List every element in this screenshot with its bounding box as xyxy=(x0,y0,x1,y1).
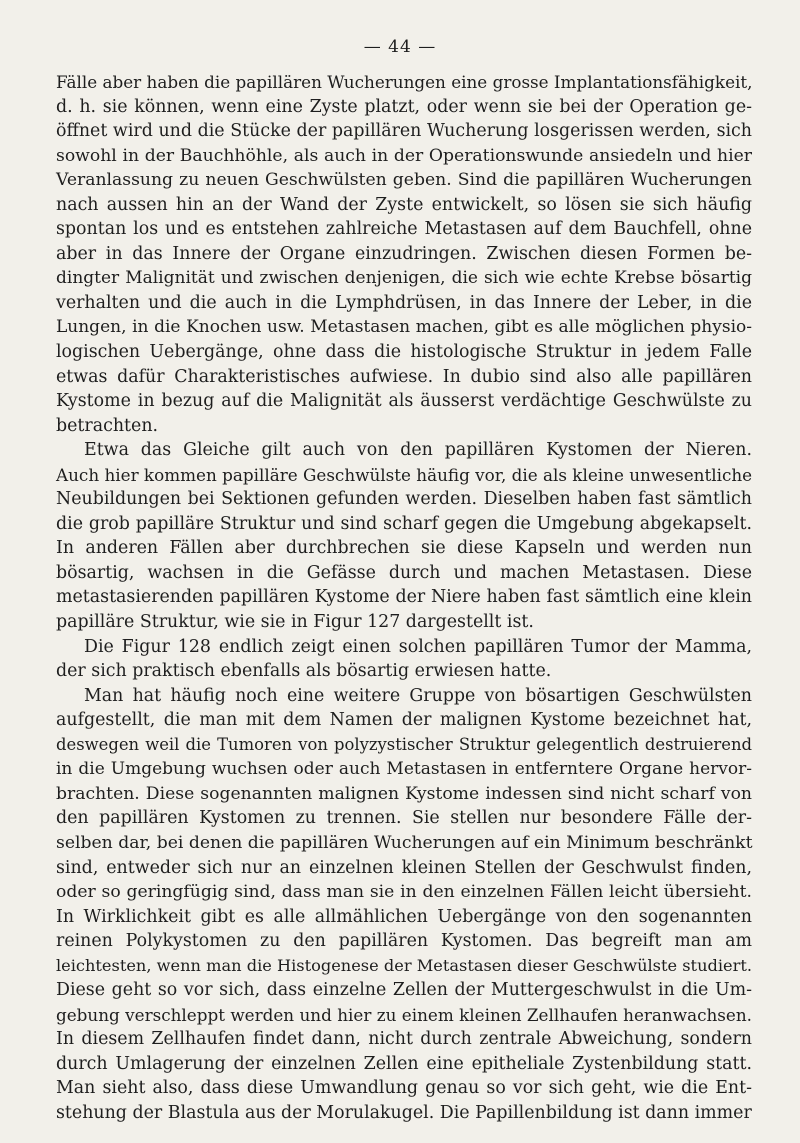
text-line: Lungen, in die Knochen usw. Metastasen machen, gibt es alle möglichen physio- xyxy=(56,317,752,338)
text-line: logischen Uebergänge, ohne dass die histologische Struktur in jedem Falle xyxy=(56,342,752,363)
text-line: In diesem Zellhaufen findet dann, nicht durch zentrale Abweichung, sondern xyxy=(56,1029,752,1050)
text-line: betrachten. xyxy=(56,415,159,436)
page-number: — 44 — xyxy=(363,37,437,57)
text-line: Etwa das Gleiche gilt auch von den papillären Kystomen der Nieren. xyxy=(84,440,752,461)
text-line: sind, entweder sich nur an einzelnen kleinen Stellen der Geschwulst finden, xyxy=(56,857,752,878)
text-line: Diese geht so vor sich, dass einzelne Zellen der Muttergeschwulst in die Um- xyxy=(56,980,752,1001)
text-line: selben dar, bei denen die papillären Wucherungen auf ein Minimum beschränkt xyxy=(56,832,753,853)
text-line: In anderen Fällen aber durchbrechen sie diese Kapseln und werden nun xyxy=(56,538,752,559)
paragraph xyxy=(56,70,752,438)
text-line: verhalten und die auch in die Lymphdrüsen, in das Innere der Leber, in die xyxy=(56,292,752,313)
text-line: stehung der Blastula aus der Morulakugel. Die Papillenbildung ist dann immer xyxy=(56,1102,752,1123)
text-line: Fälle aber haben die papillären Wucherungen eine grosse Implantationsfähigkeit, xyxy=(56,72,753,92)
text-line: in die Umgebung wuchsen oder auch Metastasen in entferntere Organe hervor- xyxy=(56,759,752,780)
text-line: gebung verschleppt werden und hier zu einem kleinen Zellhaufen heranwachsen. xyxy=(56,1004,752,1025)
paragraph xyxy=(56,684,752,1126)
text-line: bösartig, wachsen in die Gefässe durch und machen Metastasen. Diese xyxy=(56,562,752,583)
text-line: papilläre Struktur, wie sie in Figur 127 dargestellt ist. xyxy=(56,612,534,633)
text-line: In Wirklichkeit gibt es alle allmählichen Uebergänge von den sogenannten xyxy=(56,906,752,927)
text-line: d. h. sie können, wenn eine Zyste platzt, oder wenn sie bei der Operation ge- xyxy=(56,96,752,117)
text-line: durch Umlagerung der einzelnen Zellen eine epitheliale Zystenbildung statt. xyxy=(56,1053,752,1074)
text-line: dingter Malignität und zwischen denjenigen, die sich wie echte Krebse bösartig xyxy=(56,268,752,289)
text-line: leichtesten, wenn man die Histogenese der Metastasen dieser Geschwülste studiert. xyxy=(56,955,752,975)
text-line: spontan los und es entstehen zahlreiche Metastasen auf dem Bauchfell, ohne xyxy=(56,219,752,240)
text-line: metastasierenden papillären Kystome der Niere haben fast sämtlich eine klein xyxy=(56,587,752,608)
text-line: aufgestellt, die man mit dem Namen der malignen Kystome bezeichnet hat, xyxy=(56,710,752,731)
text-line: brachten. Diese sogenannten malignen Kystome indessen sind nicht scharf von xyxy=(56,783,752,804)
text-line: den papillären Kystomen zu trennen. Sie stellen nur besondere Fälle der- xyxy=(56,808,752,829)
text-line: Man sieht also, dass diese Umwandlung genau so vor sich geht, wie die Ent- xyxy=(56,1078,752,1099)
text-line: öffnet wird und die Stücke der papillären Wucherung losgerissen werden, sich xyxy=(56,121,752,142)
body-text xyxy=(56,70,752,1126)
text-line: deswegen weil die Tumoren von polyzystischer Struktur gelegentlich destruierend xyxy=(56,734,752,754)
text-line: sowohl in der Bauchhöhle, als auch in der Operationswunde ansiedeln und hier xyxy=(56,145,752,166)
text-line: Die Figur 128 endlich zeigt einen solchen papillären Tumor der Mamma, xyxy=(84,636,752,657)
text-line: Veranlassung zu neuen Geschwülsten geben. Sind die papillären Wucherungen xyxy=(56,170,752,191)
text-line: nach aussen hin an der Wand der Zyste entwickelt, so lösen sie sich häufig xyxy=(56,194,752,215)
paragraph xyxy=(56,635,752,684)
text-line: der sich praktisch ebenfalls als bösartig erwiesen hatte. xyxy=(56,661,552,682)
text-line: Kystome in bezug auf die Malignität als äusserst verdächtige Geschwülste zu xyxy=(56,391,752,412)
text-line: aber in das Innere der Organe einzudringen. Zwischen diesen Formen be- xyxy=(56,243,752,264)
paragraph xyxy=(56,438,752,634)
text-line: etwas dafür Charakteristisches aufwiese. In dubio sind also alle papillären xyxy=(56,366,752,387)
text-line: Man hat häufig noch eine weitere Gruppe von bösartigen Geschwülsten xyxy=(84,685,752,706)
text-line: Auch hier kommen papilläre Geschwülste häufig vor, die als kleine unwesentliche xyxy=(56,464,753,485)
text-line: oder so geringfügig sind, dass man sie in den einzelnen Fällen leicht übersieht. xyxy=(56,882,752,903)
text-line: Neubildungen bei Sektionen gefunden werden. Dieselben haben fast sämtlich xyxy=(56,489,752,510)
text-line: die grob papilläre Struktur und sind scharf gegen die Umgebung abgekapselt. xyxy=(56,513,752,534)
text-line: reinen Polykystomen zu den papillären Kystomen. Das begreift man am xyxy=(56,931,752,952)
